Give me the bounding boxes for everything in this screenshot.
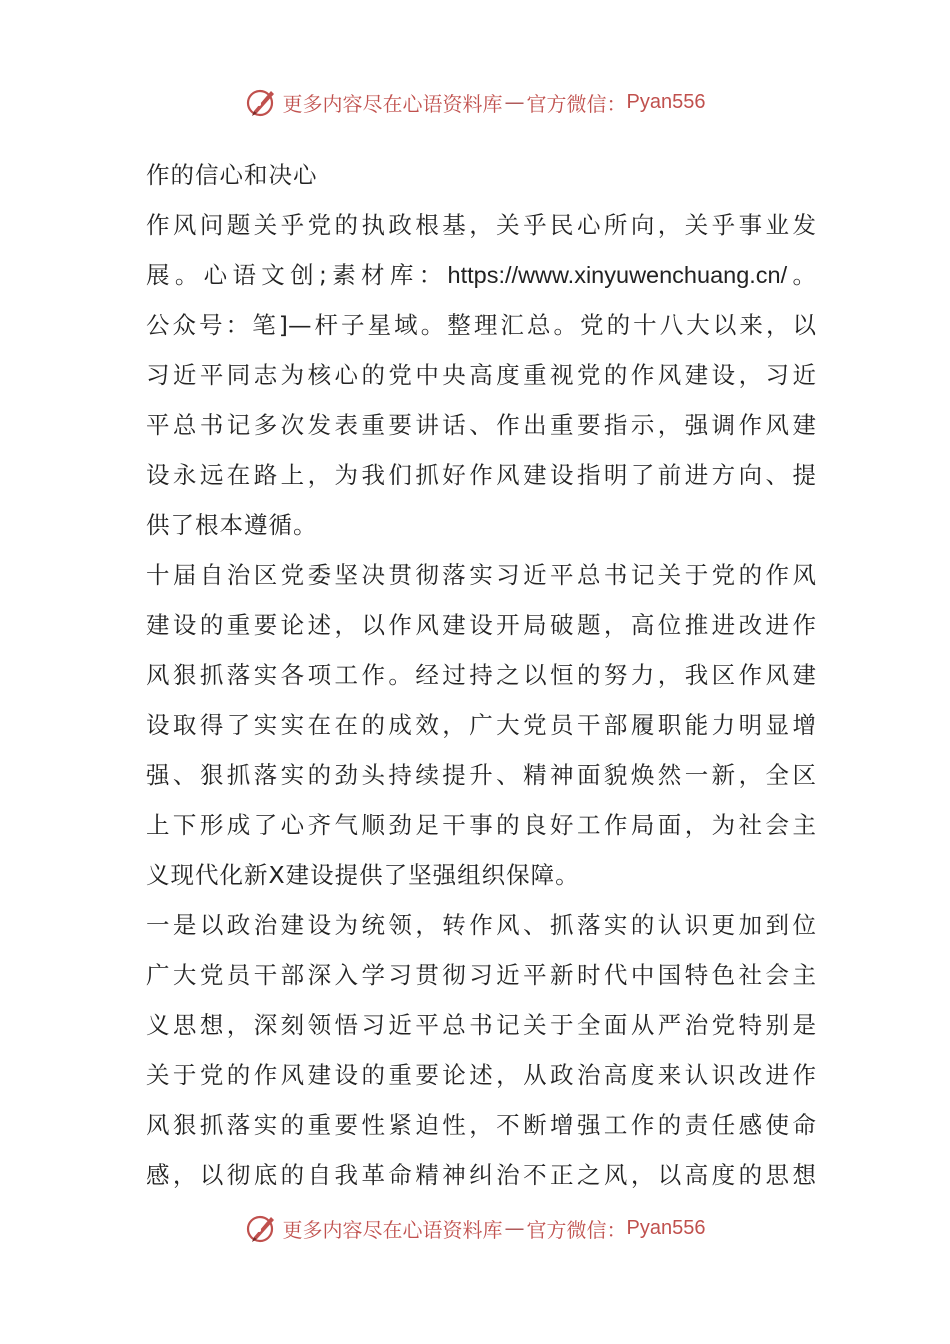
text-line: 风狠抓落实各项工作。经过持之以恒的努力，我区作风建 <box>146 661 816 689</box>
text-line: 义思想，深刻领悟习近平总书记关于全面从严治党特别是 <box>146 1011 816 1039</box>
footer-wechat-id: Pyan556 <box>626 1216 706 1239</box>
text-line: 广大党员干部深入学习贯彻习近平新时代中国特色社会主 <box>146 961 816 989</box>
text-line: 习近平同志为核心的党中央高度重视党的作风建设，习近 <box>146 361 816 389</box>
text-line: 感，以彻底的自我革命精神纠治不正之风，以高度的思想 <box>146 1161 816 1189</box>
text-line: 义现代化新X建设提供了坚强组织保障。 <box>146 861 580 889</box>
text-line: 上下形成了心齐气顺劲足干事的良好工作局面，为社会主 <box>146 811 816 839</box>
text-line: 强、狠抓落实的劲头持续提升、精神面貌焕然一新，全区 <box>146 761 816 789</box>
header-brand: 更多内容尽在心语资料库 <box>282 91 503 116</box>
pen-logo-icon <box>245 1211 279 1245</box>
footer-contact-label: 官方微信： <box>526 1217 627 1242</box>
text-line: 作风问题关乎党的执政根基，关乎民心所向，关乎事业发 <box>146 211 816 239</box>
text-line: 建设的重要论述，以作风建设开局破题，高位推进改进作 <box>146 611 816 639</box>
footer-banner <box>0 1208 950 1248</box>
text-line: 一是以政治建设为统领，转作风、抓落实的认识更加到位 <box>146 911 816 939</box>
header-dash: — <box>504 90 525 114</box>
header-banner <box>0 82 950 122</box>
text-line: 关于党的作风建设的重要论述，从政治高度来认识改进作 <box>146 1061 816 1089</box>
header-wechat-id: Pyan556 <box>626 90 706 113</box>
header-contact-label: 官方微信： <box>526 91 627 116</box>
text-line: 设永远在路上，为我们抓好作风建设指明了前进方向、提 <box>146 461 816 489</box>
text-line: 供了根本遵循。 <box>146 511 318 539</box>
footer-brand: 更多内容尽在心语资料库 <box>282 1217 503 1242</box>
text-line: 公众号：笔]—杆子星域。整理汇总。党的十八大以来，以 <box>146 311 816 339</box>
url-text: https://www.xinyuwenchuang.cn/ <box>447 262 788 288</box>
pen-logo-icon <box>245 85 279 119</box>
footer-dash: — <box>504 1216 525 1240</box>
text-line: 十届自治区党委坚决贯彻落实习近平总书记关于党的作风 <box>146 561 816 589</box>
text-line: 设取得了实实在在的成效，广大党员干部履职能力明显增 <box>146 711 816 739</box>
text-line: 平总书记多次发表重要讲话、作出重要指示，强调作风建 <box>146 411 816 439</box>
text-line: 展。心语文创;素材库：https://www.xinyuwenchuang.cn/。 <box>146 261 816 289</box>
text-line: 作的信心和决心 <box>146 161 318 189</box>
text-line: 风狠抓落实的重要性紧迫性，不断增强工作的责任感使命 <box>146 1111 816 1139</box>
document-body <box>146 150 816 1200</box>
